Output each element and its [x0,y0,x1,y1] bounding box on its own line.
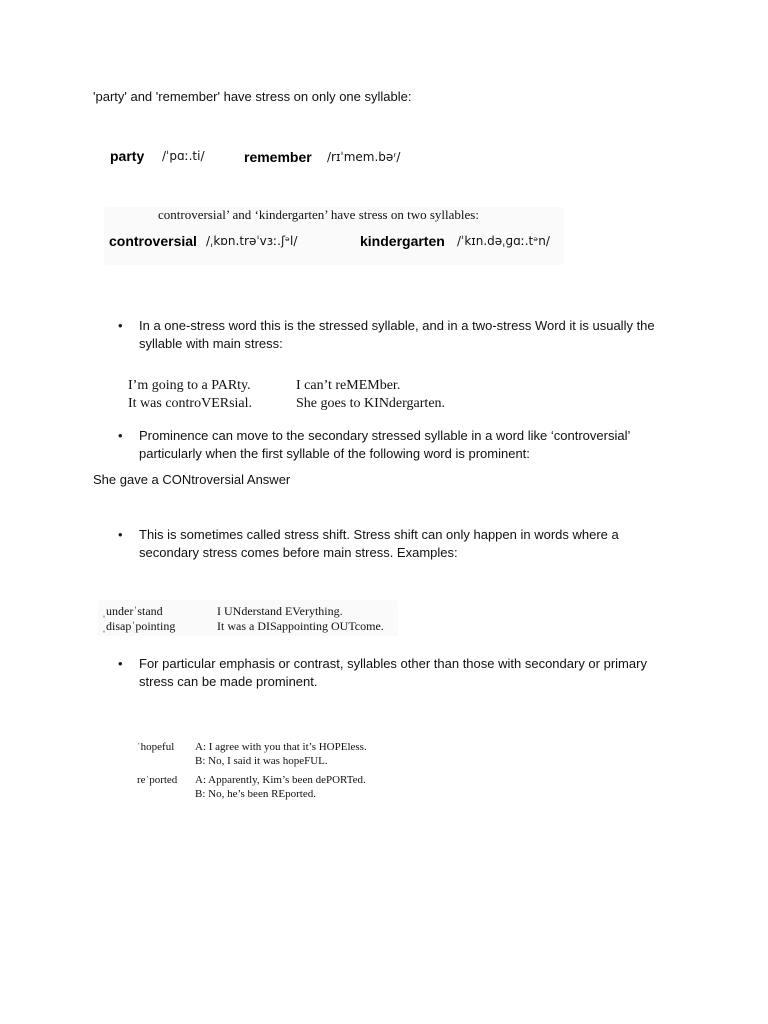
bullet-marker: • [118,527,123,542]
one-stress-ipa-figure [110,146,430,170]
stress-shift-sentence: She gave a CONtroversial Answer [93,472,291,487]
two-stress-caption: controversial’ and ‘kindergarten’ have stress on two syllables: [158,207,479,222]
bullet-text: Prominence can move to the secondary stressed syllable in a word like ‘controversial’ particularly when the first syllable of the following word is prominent: [139,428,630,461]
stress-shift-sentence-1: I UNderstand EVerything. [217,604,343,618]
prominence-example-left-1: I’m going to a PARty. [128,378,251,393]
contrast-word-2: reˈported [137,774,178,786]
bullet-item-4 [118,655,678,695]
bullet-item-2 [118,427,678,467]
ipa-transcription-party: /ˈpɑː.ti/ [162,149,205,163]
ipa-word-controversial: controversial [109,233,197,249]
bullet-marker: • [118,428,123,443]
contrast-line-1a: A: I agree with you that it’s HOPEless. [195,741,367,753]
ipa-transcription-kindergarten: /ˈkɪn.dəˌɡɑː.tᵊn/ [457,234,550,248]
contrast-line-2b: B: No, he’s been REported. [195,788,316,800]
bullet-text: For particular emphasis or contrast, syllables other than those with secondary or primary stress can be made prominent. [139,656,647,689]
stress-shift-word-2: ˌdisapˈpointing [102,619,176,633]
bullet-marker: • [118,656,123,671]
ipa-transcription-controversial: /ˌkɒn.trəˈvɜː.ʃᵊl/ [206,234,298,248]
bullet-text: This is sometimes called stress shift. Stress shift can only happen in words where a secondary stress comes before main stress. Examples: [139,527,619,560]
ipa-word-party: party [110,148,145,164]
ipa-word-remember: remember [244,149,312,165]
contrast-line-2a: A: Apparently, Kim’s been dePORTed. [195,774,366,786]
prominence-example-right-2: She goes to KINdergarten. [296,396,446,411]
bullet-item-1 [118,317,678,357]
contrast-word-1: ˈhopeful [137,741,175,753]
prominence-example-right-1: I can’t reMEMber. [296,378,401,393]
ipa-transcription-remember: /rɪˈmem.bəʳ/ [327,150,401,164]
bullet-text: In a one-stress word this is the stressed syllable, and in a two-stress Word it is usually the syllable with main stress: [139,318,655,351]
two-stress-ipa-figure [109,231,569,253]
intro-text: 'party' and 'remember' have stress on only one syllable: [93,89,412,104]
bullet-marker: • [118,318,123,333]
stress-shift-sentence-2: It was a DISappointing OUTcome. [217,619,384,633]
ipa-word-kindergarten: kindergarten [360,233,445,249]
stress-shift-word-1: ˌunderˈstand [102,604,163,618]
contrast-line-1b: B: No, I said it was hopeFUL. [195,755,328,767]
prominence-example-left-2: It was controVERsial. [128,396,253,411]
bullet-item-3 [118,526,678,566]
